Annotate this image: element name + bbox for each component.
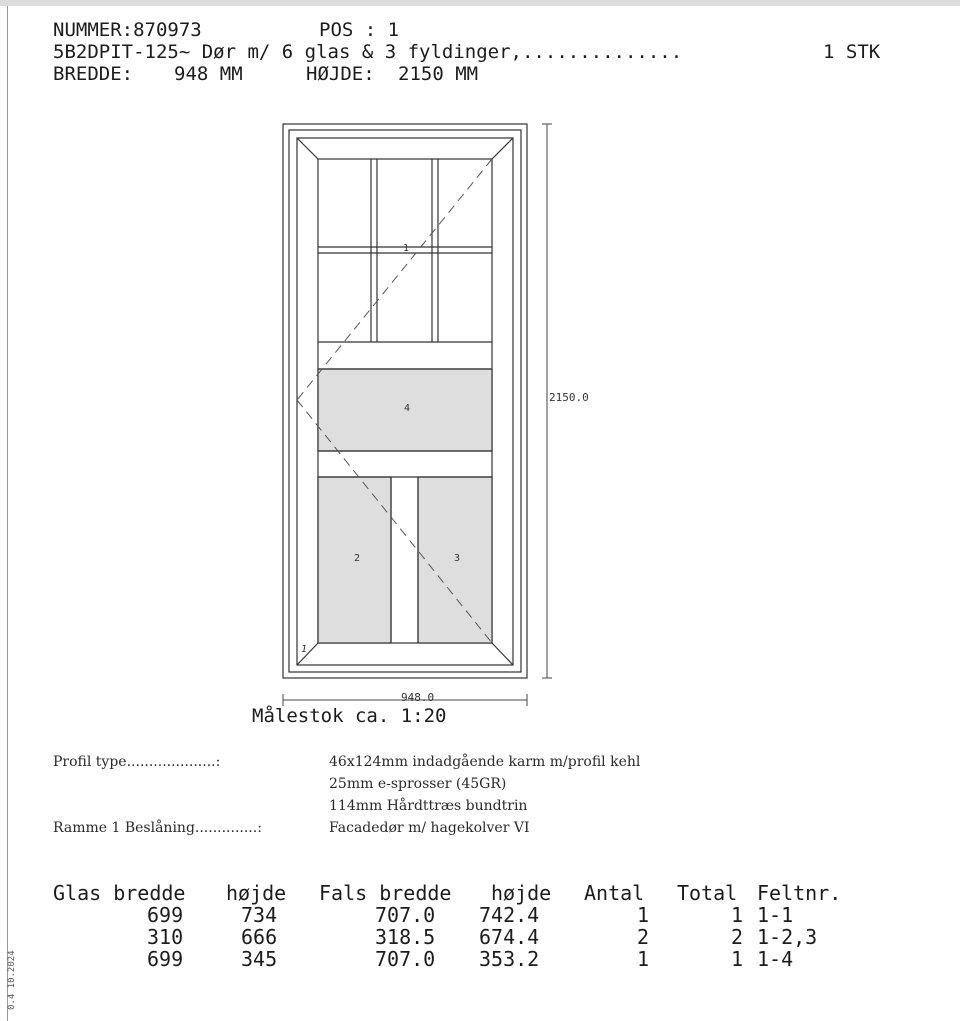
cell-antal: 2 — [637, 925, 650, 949]
scale-label: Målestok ca. 1:20 — [252, 705, 447, 727]
cell-glas-hojde: 345 — [241, 947, 278, 971]
cell-total: 1 — [731, 947, 744, 971]
nummer-label: NUMMER: — [53, 19, 134, 41]
cell-glas-hojde: 666 — [241, 925, 278, 949]
cell-glas-bredde: 310 — [147, 925, 184, 949]
cell-fals-bredde: 707.0 — [375, 903, 436, 927]
col-header-glas-bredde: Glas bredde — [53, 881, 186, 905]
spec-value-sprosser: 25mm e-sprosser (45GR) — [329, 776, 507, 792]
hojde-value: 2150 MM — [398, 63, 479, 85]
cell-fals-bredde: 707.0 — [375, 947, 436, 971]
width-label: 948.0 — [401, 691, 435, 704]
pos-label: POS : 1 — [319, 19, 400, 41]
col-header-antal: Antal — [584, 881, 645, 905]
nummer-value: 870973 — [133, 19, 202, 41]
spec-label-profil: Profil type....................: — [53, 754, 221, 770]
col-header-total: Total — [677, 881, 738, 905]
bredde-value: 948 MM — [174, 63, 243, 85]
spec-label-ramme: Ramme 1 Beslåning..............: — [53, 820, 262, 836]
cell-total: 2 — [731, 925, 744, 949]
height-label: 2150.0 — [549, 391, 589, 404]
field-label-1: 1 — [403, 243, 410, 254]
col-header-glas-hojde: højde — [226, 881, 287, 905]
cell-antal: 1 — [637, 947, 650, 971]
col-header-fals-hojde: højde — [491, 881, 552, 905]
frame-mark: 1 — [301, 644, 308, 655]
spec-value-profil: 46x124mm indadgående karm m/profil kehl — [329, 754, 641, 770]
description: 5B2DPIT-125~ Dør m/ 6 glas & 3 fyldinger,.............. — [53, 41, 683, 63]
cell-fals-bredde: 318.5 — [375, 925, 436, 949]
cell-fals-hojde: 674.4 — [479, 925, 540, 949]
spec-value-bundtrin: 114mm Hårdttræs bundtrin — [329, 798, 528, 814]
hojde-label: HØJDE: — [306, 63, 375, 85]
cell-fals-hojde: 353.2 — [479, 947, 540, 971]
cell-feltnr: 1-4 — [757, 947, 794, 971]
field-label-4: 4 — [404, 403, 411, 414]
field-label-2: 2 — [354, 553, 361, 564]
bredde-label: BREDDE: — [53, 63, 134, 85]
cell-total: 1 — [731, 903, 744, 927]
col-header-fals-bredde: Fals bredde — [319, 881, 452, 905]
cell-glas-bredde: 699 — [147, 903, 184, 927]
field-label-3: 3 — [454, 553, 461, 564]
side-print: 0.4 10.2024 — [7, 950, 17, 1010]
col-header-feltnr: Feltnr. — [757, 881, 842, 905]
cell-glas-bredde: 699 — [147, 947, 184, 971]
quantity: 1 STK — [823, 41, 881, 63]
cell-feltnr: 1-2,3 — [757, 925, 818, 949]
cell-antal: 1 — [637, 903, 650, 927]
cell-glas-hojde: 734 — [241, 903, 278, 927]
cell-fals-hojde: 742.4 — [479, 903, 540, 927]
cell-feltnr: 1-1 — [757, 903, 794, 927]
spec-value-ramme: Facadedør m/ hagekolver VI — [329, 820, 530, 836]
